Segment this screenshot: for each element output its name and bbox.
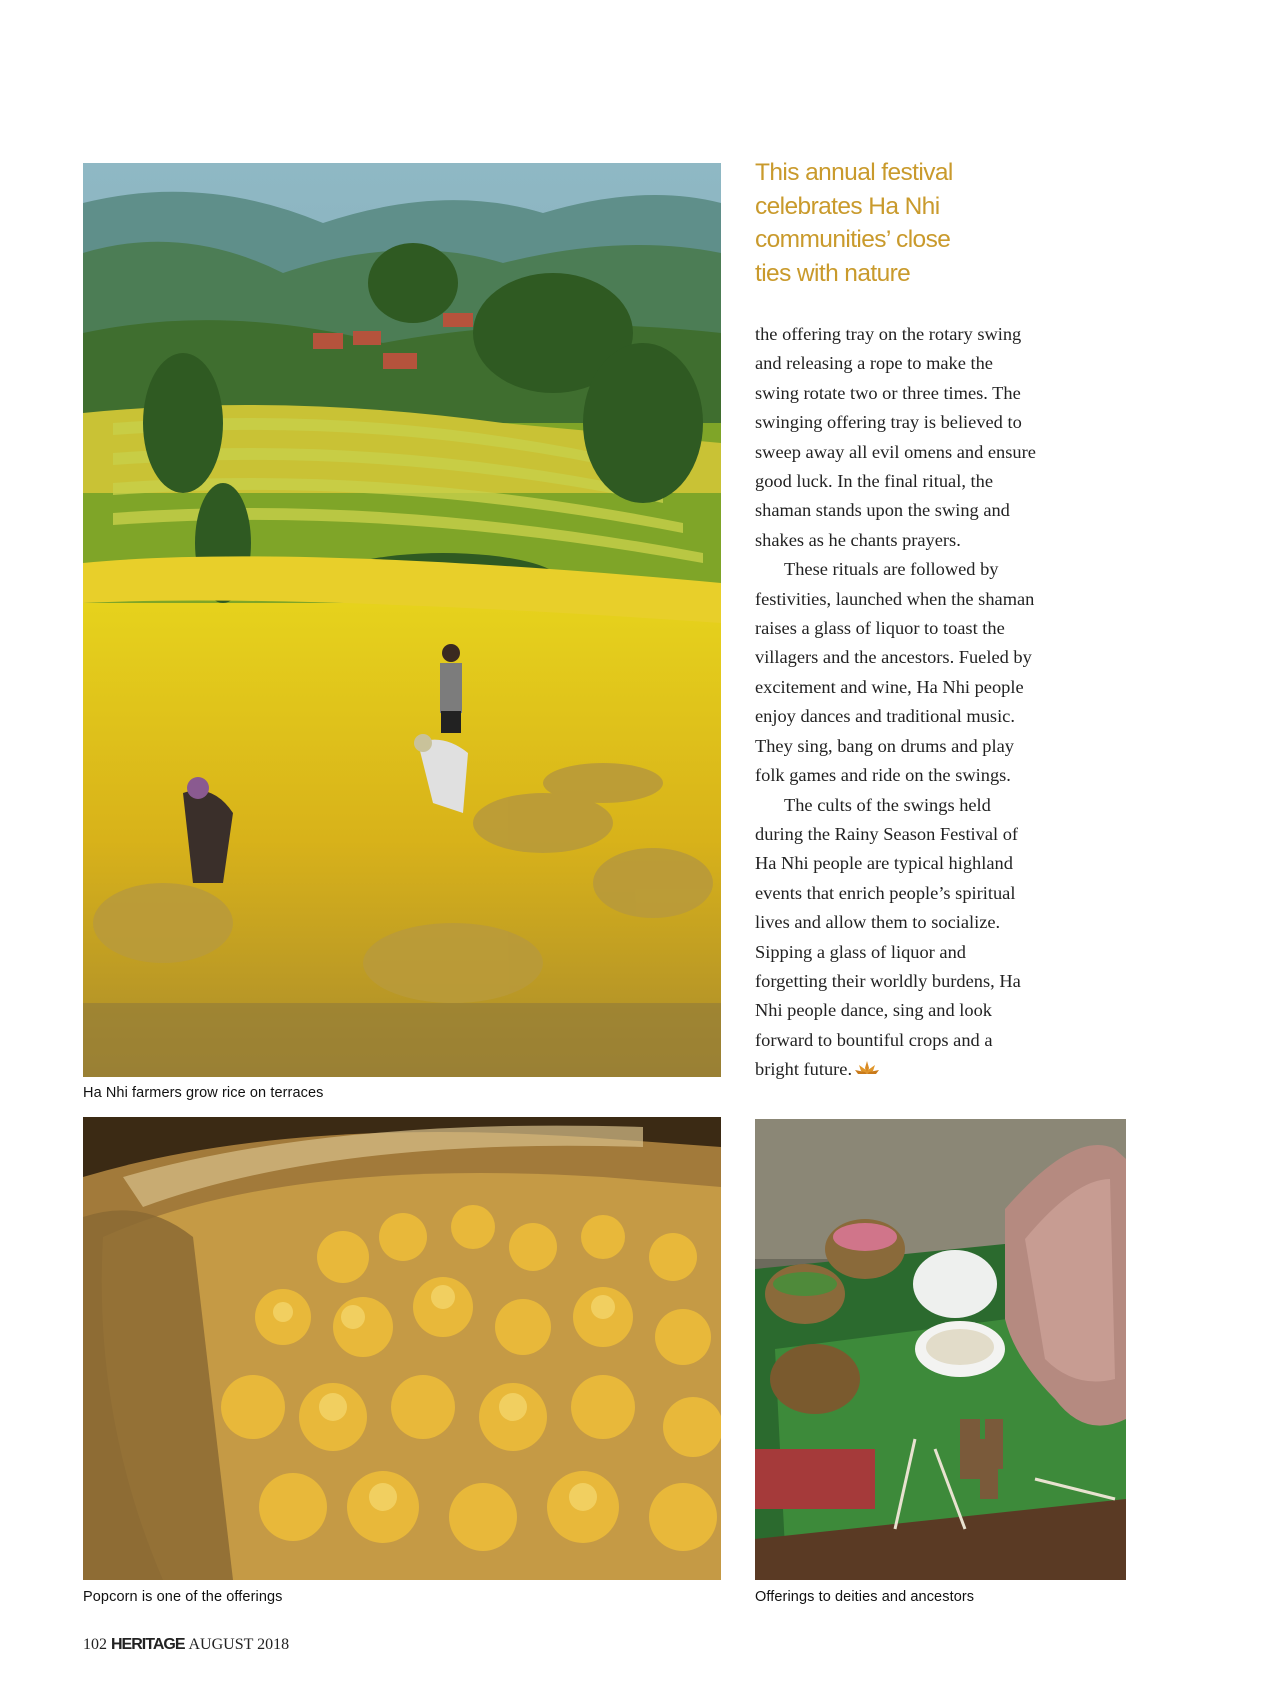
body-line: forgetting their worldly burdens, Ha	[755, 970, 1021, 991]
rice-terraces-photo	[83, 163, 721, 1077]
body-line: folk games and ride on the swings.	[755, 765, 1011, 786]
body-line: Sipping a glass of liquor and	[755, 941, 966, 962]
body-line: sweep away all evil omens and ensure	[755, 441, 1036, 462]
body-line: Ha Nhi people are typical highland	[755, 853, 1013, 874]
pull-quote-line: This annual festival	[755, 159, 953, 186]
pull-quote-line: celebrates Ha Nhi	[755, 192, 940, 220]
body-line: enjoy dances and traditional music.	[755, 706, 1015, 727]
body-line-last	[755, 1055, 1095, 1084]
pull-quote-line: communities’ close	[755, 226, 951, 253]
body-line: shaman stands upon the swing and	[755, 500, 1010, 521]
body-line-text: bright future.	[755, 1059, 853, 1080]
body-line: forward to bountiful crops and a	[755, 1029, 993, 1050]
issue-date: AUGUST 2018	[188, 1636, 290, 1653]
body-line: villagers and the ancestors. Fueled by	[755, 647, 1032, 668]
body-line: excitement and wine, Ha Nhi people	[755, 676, 1024, 697]
body-line: They sing, bang on drums and play	[755, 735, 1014, 756]
body-line: Nhi people dance, sing and look	[755, 1000, 992, 1021]
body-line: shakes as he chants prayers.	[755, 529, 961, 550]
offerings-photo-caption: Offerings to deities and ancestors	[755, 1589, 975, 1605]
article-body	[755, 320, 1095, 1085]
body-line: events that enrich people’s spiritual	[755, 882, 1016, 903]
lotus-icon	[855, 1060, 879, 1076]
body-line: raises a glass of liquor to toast the	[755, 618, 1005, 639]
body-line: lives and allow them to socialize.	[755, 912, 1001, 933]
body-line: swing rotate two or three times. The	[755, 382, 1021, 403]
page-number: 102	[83, 1636, 107, 1653]
page-footer	[83, 1636, 289, 1654]
body-line: festivities, launched when the shaman	[755, 588, 1035, 609]
popcorn-photo-caption: Popcorn is one of the offerings	[83, 1589, 283, 1605]
body-line: These rituals are followed by	[784, 559, 999, 580]
body-line: good luck. In the final ritual, the	[755, 471, 993, 492]
magazine-brand: HERITAGE	[111, 1636, 185, 1653]
body-line: during the Rainy Season Festival of	[755, 823, 1019, 844]
pull-quote-line: ties with nature	[755, 259, 911, 287]
popcorn-photo	[83, 1117, 721, 1580]
offerings-photo	[755, 1119, 1126, 1580]
body-line: and releasing a rope to make the	[755, 353, 993, 374]
rice-photo-caption: Ha Nhi farmers grow rice on terraces	[83, 1085, 324, 1101]
body-line: the offering tray on the rotary swing	[755, 324, 1022, 344]
body-line: The cults of the swings held	[784, 794, 991, 815]
body-line: swinging offering tray is believed to	[755, 412, 1022, 433]
pull-quote	[755, 156, 1055, 290]
